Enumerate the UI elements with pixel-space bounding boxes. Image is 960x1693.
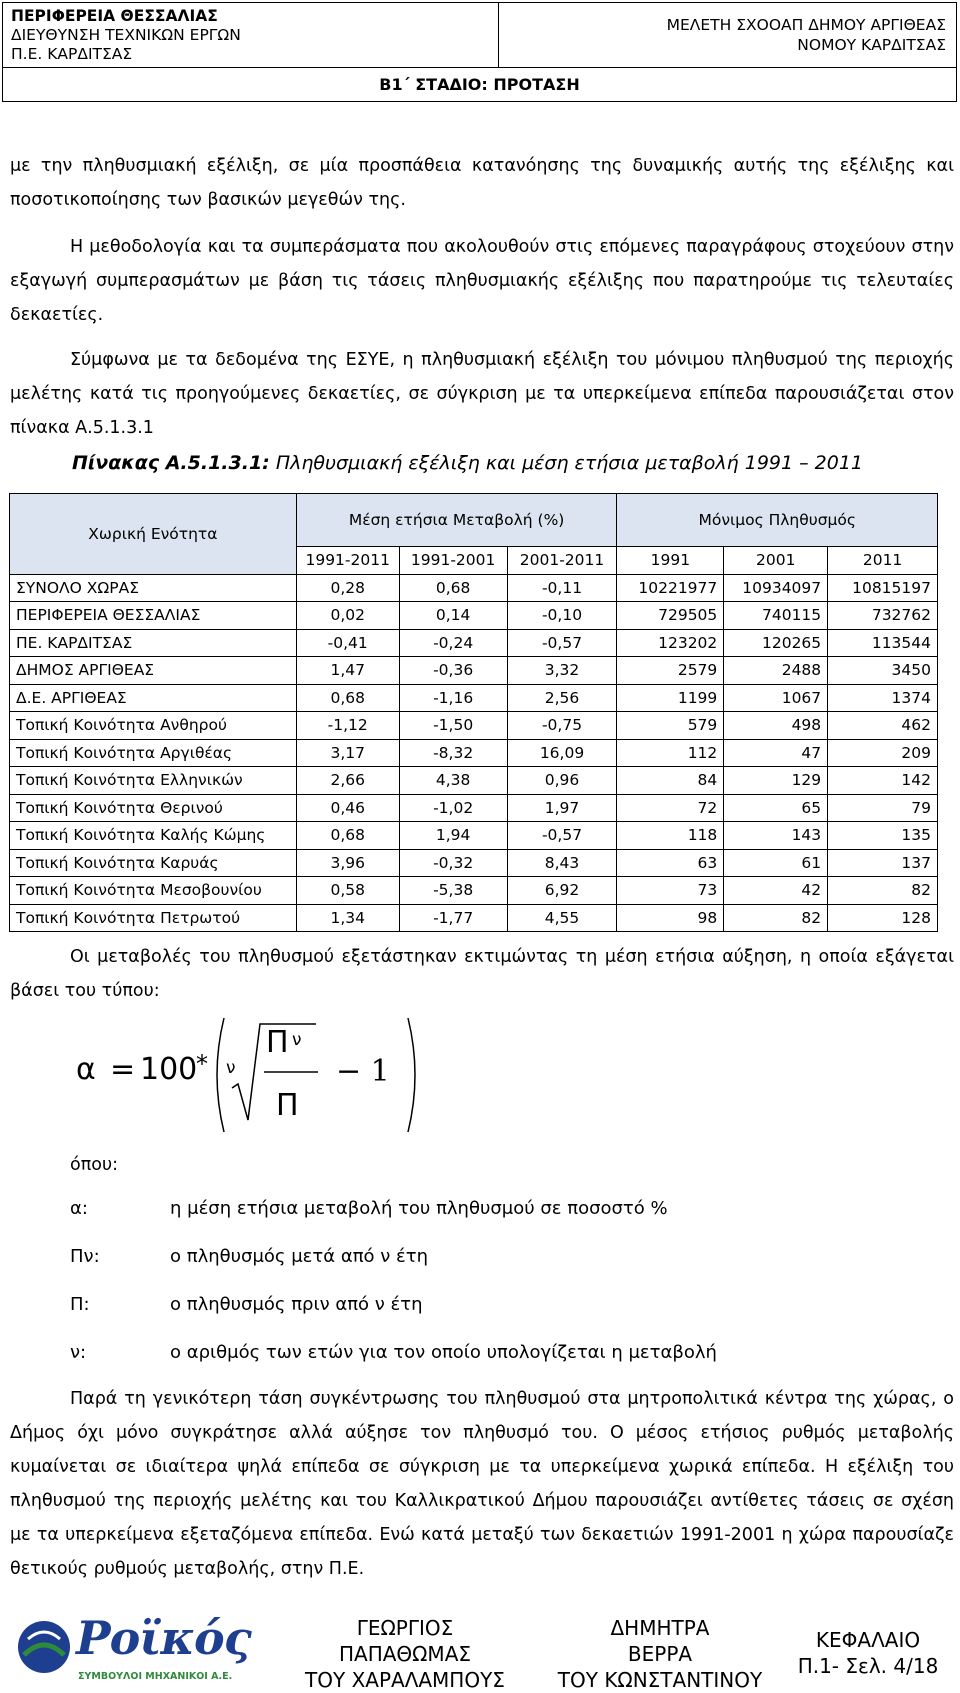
cell-pop-2001: 143: [724, 822, 828, 850]
header-study: [667, 15, 946, 55]
cell-pop-1991: 98: [617, 904, 724, 932]
logo-wordmark: Ροϊκός: [76, 1611, 251, 1665]
cell-change-2001-2011: -0,11: [507, 574, 617, 602]
cell-pop-2011: 135: [828, 822, 938, 850]
author-2: [540, 1615, 780, 1693]
author-1-father: ΤΟΥ ΧΑΡΑΛΑΜΠΟΥΣ: [305, 1668, 505, 1692]
growth-formula: [66, 1010, 406, 1140]
paragraph-5: Παρά τη γενικότερη τάση συγκέντρωσης του πληθυσμού στα μητροπολιτικά κέντρα της χώρας, ο Δήμος όχι μόνο συγκράτησε αλλά αύξησε τον πληθυσμό του. Ο μέσος ετήσιος ρυθμός μεταβολής κυμαίνεται σε ιδιαίτερα ψηλά επίπεδα σε σύγκριση με τα υπερκείμενα χωρικά επίπεδα. Η εξέλιξη του πληθυσμού της περιοχής μελέτης και του Καλλικρατικού Δήμου παρουσιάζει αντίθετες τάσεις σε σχέση με τα υπερκείμενα εξεταζόμενα επίπεδα. Ενώ κατά μεταξύ των δεκαετιών 1991-2001 η χώρα παρουσίαζε θετικούς ρυθμούς μεταβολής, στην Π.Ε.: [10, 1389, 954, 1579]
paragraph-4: Οι μεταβολές του πληθυσμού εξετάστηκαν εκτιμώντας τη μέση ετήσια αύξηση, η οποία εξάγεται βάσει του τύπου:: [10, 947, 954, 1001]
page-info: [788, 1627, 948, 1679]
cell-pop-2011: 3450: [828, 657, 938, 685]
cell-change-2001-2011: -0,57: [507, 822, 617, 850]
subheader-cell: 1991-2001: [399, 547, 507, 575]
cell-change-1991-2011: -1,12: [296, 712, 399, 740]
cell-pop-2001: 65: [724, 794, 828, 822]
cell-pop-2011: 79: [828, 794, 938, 822]
cell-change-2001-2011: 16,09: [507, 739, 617, 767]
formula-alpha: α: [76, 1052, 96, 1087]
formula-numerator-sub: ν: [292, 1030, 302, 1050]
cell-pop-2011: 1374: [828, 684, 938, 712]
author-1-last: ΠΑΠΑΘΩΜΑΣ: [338, 1642, 472, 1666]
cell-unit-name: Τοπική Κοινότητα Καρυάς: [10, 849, 297, 877]
table-row: [10, 657, 938, 685]
cell-change-1991-2011: 0,58: [296, 877, 399, 905]
cell-change-1991-2001: -1,77: [399, 904, 507, 932]
cell-change-2001-2011: 3,32: [507, 657, 617, 685]
cell-pop-2011: 462: [828, 712, 938, 740]
cell-change-2001-2011: 1,97: [507, 794, 617, 822]
cell-pop-2001: 120265: [724, 629, 828, 657]
table-row: [10, 904, 938, 932]
table-row: [10, 739, 938, 767]
cell-change-2001-2011: 0,96: [507, 767, 617, 795]
cell-pop-2001: 1067: [724, 684, 828, 712]
study-title: ΜΕΛΕΤΗ ΣΧΟΟΑΠ ΔΗΜΟΥ ΑΡΓΙΘΕΑΣ: [666, 16, 946, 34]
cell-pop-1991: 10221977: [617, 574, 724, 602]
cell-change-2001-2011: -0,57: [507, 629, 617, 657]
cell-unit-name: Τοπική Κοινότητα Καλής Κώμης: [10, 822, 297, 850]
formula-root-index: ν: [226, 1058, 236, 1078]
cell-change-1991-2001: -8,32: [399, 739, 507, 767]
cell-change-1991-2011: 2,66: [296, 767, 399, 795]
paragraph-3: Σύμφωνα με τα δεδομένα της ΕΣΥΕ, η πληθυσμιακή εξέλιξη του μόνιμου πληθυσμού της περιοχής μελέτης κατά τις προηγούμενες δεκαετίες, σε σύγκριση με τα υπερκείμενα επίπεδα παρουσιάζεται στον πίνακα Α.5.1.3.1: [10, 350, 954, 438]
cell-pop-2011: 732762: [828, 602, 938, 630]
cell-change-2001-2011: 6,92: [507, 877, 617, 905]
cell-unit-name: Τοπική Κοινότητα Πετρωτού: [10, 904, 297, 932]
definition-term: Π:: [70, 1294, 90, 1315]
table-caption: [72, 452, 863, 474]
table-row: [10, 822, 938, 850]
page-footer: [0, 1605, 960, 1692]
cell-change-1991-2001: 0,68: [399, 574, 507, 602]
subheader-cell: 1991: [617, 547, 724, 575]
caption-label: Πίνακας Α.5.1.3.1:: [72, 452, 270, 474]
subheader-cell: 2001-2011: [507, 547, 617, 575]
cell-unit-name: ΔΗΜΟΣ ΑΡΓΙΘΕΑΣ: [10, 657, 297, 685]
cell-change-2001-2011: 8,43: [507, 849, 617, 877]
definition-text: η μέση ετήσια μεταβολή του πληθυσμού σε ποσοστό %: [170, 1198, 668, 1219]
cell-change-1991-2011: 3,17: [296, 739, 399, 767]
cell-pop-1991: 73: [617, 877, 724, 905]
cell-pop-1991: 1199: [617, 684, 724, 712]
cell-pop-1991: 123202: [617, 629, 724, 657]
cell-change-1991-2011: 1,34: [296, 904, 399, 932]
header-organization: [3, 3, 499, 67]
cell-change-1991-2011: 0,68: [296, 684, 399, 712]
cell-pop-2001: 10934097: [724, 574, 828, 602]
definition-term: ν:: [70, 1342, 87, 1363]
definition-term: Πν:: [70, 1246, 100, 1267]
formula-numerator: Π: [266, 1025, 289, 1060]
cell-change-2001-2011: 2,56: [507, 684, 617, 712]
paragraph-1: με την πληθυσμιακή εξέλιξη, σε μία προσπάθεια κατανόησης της δυναμικής αυτής της εξέλιξης και ποσοτικοποίησης των βασικών μεγεθών της.: [10, 156, 954, 210]
cell-change-1991-2001: 1,94: [399, 822, 507, 850]
cell-pop-1991: 112: [617, 739, 724, 767]
cell-pop-1991: 579: [617, 712, 724, 740]
company-logo: [14, 1611, 260, 1685]
author-1: [285, 1615, 525, 1693]
cell-pop-2011: 128: [828, 904, 938, 932]
cell-pop-2001: 61: [724, 849, 828, 877]
cell-pop-1991: 729505: [617, 602, 724, 630]
cell-change-1991-2001: -0,32: [399, 849, 507, 877]
cell-unit-name: Τοπική Κοινότητα Μεσοβουνίου: [10, 877, 297, 905]
cell-change-1991-2011: -0,41: [296, 629, 399, 657]
cell-change-1991-2001: 0,14: [399, 602, 507, 630]
table-row: [10, 684, 938, 712]
cell-pop-2001: 2488: [724, 657, 828, 685]
cell-pop-2011: 137: [828, 849, 938, 877]
paragraph-2: Η μεθοδολογία και τα συμπεράσματα που ακολουθούν στις επόμενες παραγράφους στοχεύουν στην εξαγωγή συμπερασμάτων με βάση τις τάσεις πληθυσμιακής εξέλιξης που παρατηρούμε τις τελευταίες δεκαετίες.: [10, 237, 954, 325]
formula-equals: =: [110, 1052, 136, 1087]
page-header: [2, 2, 957, 102]
cell-change-1991-2011: 0,28: [296, 574, 399, 602]
col-header-change: Μέση ετήσια Μεταβολή (%): [296, 494, 617, 547]
cell-change-1991-2011: 1,47: [296, 657, 399, 685]
cell-unit-name: Τοπική Κοινότητα Θερινού: [10, 794, 297, 822]
cell-pop-2011: 10815197: [828, 574, 938, 602]
cell-pop-2001: 82: [724, 904, 828, 932]
author-2-first: ΔΗΜΗΤΡΑ: [610, 1616, 710, 1640]
cell-pop-2001: 498: [724, 712, 828, 740]
table-row: [10, 849, 938, 877]
definition-term: α:: [70, 1198, 88, 1219]
caption-text: Πληθυσμιακή εξέλιξη και μέση ετήσια μεταβολή 1991 – 2011: [269, 452, 864, 474]
cell-pop-2011: 82: [828, 877, 938, 905]
cell-pop-2001: 42: [724, 877, 828, 905]
cell-change-1991-2001: -1,02: [399, 794, 507, 822]
org-directorate: ΔΙΕΥΘΥΝΣΗ ΤΕΧΝΙΚΩΝ ΕΡΓΩΝ: [11, 26, 241, 44]
cell-change-1991-2001: -1,50: [399, 712, 507, 740]
cell-unit-name: Δ.Ε. ΑΡΓΙΘΕΑΣ: [10, 684, 297, 712]
cell-pop-2001: 129: [724, 767, 828, 795]
cell-change-2001-2011: -0,75: [507, 712, 617, 740]
cell-pop-1991: 63: [617, 849, 724, 877]
table-row: [10, 794, 938, 822]
population-table: [9, 493, 938, 932]
cell-unit-name: ΠΕΡΙΦΕΡΕΙΑ ΘΕΣΣΑΛΙΑΣ: [10, 602, 297, 630]
col-header-population: Μόνιμος Πληθυσμός: [617, 494, 938, 547]
cell-pop-2011: 113544: [828, 629, 938, 657]
cell-unit-name: Τοπική Κοινότητα Αργιθέας: [10, 739, 297, 767]
where-label: όπου:: [70, 1155, 118, 1175]
cell-pop-1991: 118: [617, 822, 724, 850]
org-region: ΠΕΡΙΦΕΡΕΙΑ ΘΕΣΣΑΛΙΑΣ: [11, 7, 218, 25]
chapter-label: ΚΕΦΑΛΑΙΟ: [815, 1628, 921, 1652]
subheader-cell: 2011: [828, 547, 938, 575]
formula-minus-one: − 1: [336, 1054, 390, 1089]
cell-unit-name: Τοπική Κοινότητα Ελληνικών: [10, 767, 297, 795]
cell-change-1991-2011: 0,46: [296, 794, 399, 822]
cell-pop-1991: 2579: [617, 657, 724, 685]
cell-change-1991-2011: 0,68: [296, 822, 399, 850]
col-header-unit: Χωρική Ενότητα: [10, 494, 297, 575]
cell-pop-2001: 740115: [724, 602, 828, 630]
logo-subtitle: ΣΥΜΒΟΥΛΟΙ ΜΗΧΑΝΙΚΟΙ Α.Ε.: [78, 1671, 233, 1682]
table-header-row: [10, 494, 938, 547]
subheader-cell: 1991-2011: [296, 547, 399, 575]
author-2-last: ΒΕΡΡΑ: [627, 1642, 693, 1666]
definition-text: ο πληθυσμός πριν από ν έτη: [170, 1294, 423, 1315]
cell-unit-name: ΣΥΝΟΛΟ ΧΩΡΑΣ: [10, 574, 297, 602]
cell-change-1991-2001: -1,16: [399, 684, 507, 712]
cell-change-1991-2001: -5,38: [399, 877, 507, 905]
formula-star: *: [196, 1050, 208, 1078]
cell-pop-1991: 84: [617, 767, 724, 795]
table-row: [10, 574, 938, 602]
cell-pop-1991: 72: [617, 794, 724, 822]
table-row: [10, 602, 938, 630]
subheader-cell: 2001: [724, 547, 828, 575]
definition-text: ο αριθμός των ετών για τον οποίο υπολογίζεται η μεταβολή: [170, 1342, 717, 1363]
stage-title: Β1΄ ΣΤΑΔΙΟ: ΠΡΟΤΑΣΗ: [3, 67, 956, 101]
cell-pop-2011: 142: [828, 767, 938, 795]
definitions-list: [70, 1198, 950, 1378]
cell-pop-2001: 47: [724, 739, 828, 767]
author-2-father: ΤΟΥ ΚΩΝΣΤΑΝΤΙΝΟΥ: [557, 1668, 763, 1692]
page-number: Π.1- Σελ. 4/18: [797, 1654, 939, 1678]
cell-change-2001-2011: 4,55: [507, 904, 617, 932]
cell-change-1991-2001: -0,24: [399, 629, 507, 657]
study-prefecture: ΝΟΜΟΥ ΚΑΡΔΙΤΣΑΣ: [797, 36, 946, 54]
org-unit: Π.Ε. ΚΑΡΔΙΤΣΑΣ: [11, 45, 133, 63]
cell-change-1991-2001: 4,38: [399, 767, 507, 795]
formula-brackets-root: [206, 1010, 426, 1140]
cell-change-1991-2001: -0,36: [399, 657, 507, 685]
cell-change-2001-2011: -0,10: [507, 602, 617, 630]
table-row: [10, 629, 938, 657]
formula-hundred: 100: [140, 1052, 198, 1087]
cell-change-1991-2011: 0,02: [296, 602, 399, 630]
formula-denominator: Π: [276, 1088, 299, 1123]
cell-pop-2011: 209: [828, 739, 938, 767]
cell-unit-name: Τοπική Κοινότητα Ανθηρού: [10, 712, 297, 740]
cell-change-1991-2011: 3,96: [296, 849, 399, 877]
table-row: [10, 712, 938, 740]
table-row: [10, 877, 938, 905]
definition-text: ο πληθυσμός μετά από ν έτη: [170, 1246, 429, 1267]
author-1-first: ΓΕΩΡΓΙΟΣ: [356, 1616, 454, 1640]
table-row: [10, 767, 938, 795]
cell-unit-name: ΠΕ. ΚΑΡΔΙΤΣΑΣ: [10, 629, 297, 657]
